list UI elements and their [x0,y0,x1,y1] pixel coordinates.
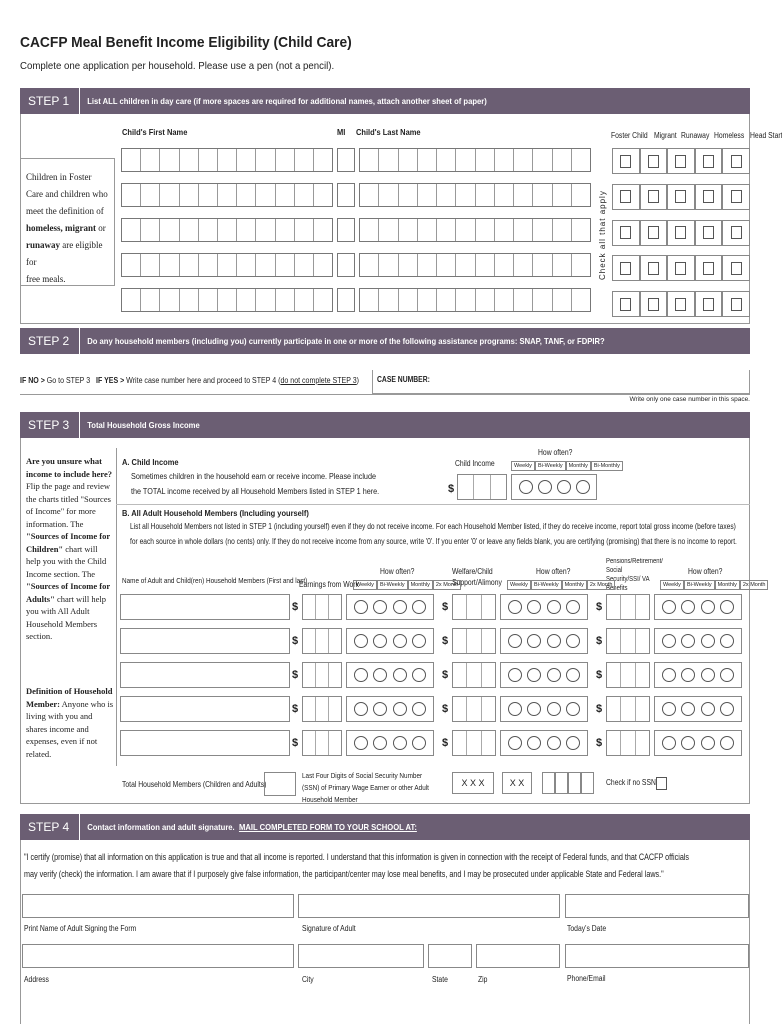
date-input[interactable] [565,894,749,918]
child-freq-headers [511,461,623,471]
mi-field[interactable] [337,183,355,207]
step3-side-note [26,455,114,643]
first-name-header: Child's First Name [122,127,188,137]
headstart-checkbox[interactable] [722,148,750,174]
foster-checkbox[interactable] [612,184,640,210]
radio[interactable] [701,702,715,716]
ssn-masked-2: X X [502,772,532,794]
ssn-last-four[interactable] [542,772,594,794]
if-yes-label: IF YES > [95,376,125,385]
dollar-sign: $ [292,601,299,613]
dollar-sign: $ [442,601,449,613]
dollar-sign: $ [442,669,449,681]
radio[interactable] [720,702,734,716]
earnings-amount[interactable] [302,662,342,688]
adult-name-field[interactable] [120,594,290,620]
radio[interactable] [566,736,580,750]
step3-label: STEP 3 [20,412,80,438]
radio-monthly[interactable] [557,480,571,494]
radio[interactable] [412,736,426,750]
ssn-masked: X X X [452,772,494,794]
radio[interactable] [527,634,541,648]
earnings-freq[interactable] [346,730,434,756]
dollar-sign: $ [292,669,299,681]
radio-biweekly[interactable] [538,480,552,494]
last-name-field[interactable] [359,183,591,207]
first-name-field[interactable] [121,183,333,207]
how-often-label: How often? [536,567,571,576]
note-line: free meals. [26,274,66,284]
adult-name-field[interactable] [120,730,290,756]
ssn-label: Last Four Digits of Social Security Number (SSN) of Primary Wage Earner or other Adult Household Member [302,771,429,804]
case-number-field[interactable] [372,370,750,394]
radio[interactable] [701,634,715,648]
dollar-sign: $ [442,635,449,647]
pension-freq[interactable] [654,662,742,688]
adult-row[interactable] [120,696,750,722]
pension-freq[interactable] [654,730,742,756]
last-name-field[interactable] [359,253,591,277]
welfare-amount[interactable] [452,730,496,756]
pensions-header: Pensions/Retirement/ Social Security/SSI/ VA Benefits [606,558,663,592]
note-text: are eligible for [26,240,103,267]
radio[interactable] [354,634,368,648]
welfare-amount[interactable] [452,628,496,654]
note-line: Care and children who [26,189,108,199]
radio[interactable] [662,600,676,614]
note-line: meet the definition of [26,206,104,216]
radio[interactable] [720,668,734,682]
child-row[interactable] [121,288,591,312]
page-subtitle: Complete one application per household. Please use a pen (not a pencil). [20,60,335,72]
divider [20,394,750,395]
no-ssn-checkbox[interactable] [656,777,667,790]
radio[interactable] [508,736,522,750]
welfare-freq[interactable] [500,628,588,654]
mi-field[interactable] [337,218,355,242]
side-text: Flip the page and review the charts titled "Sources of Income" for more information. The [26,481,111,529]
adult-rows [120,594,750,756]
radio[interactable] [508,702,522,716]
freq-monthly: Monthly [562,580,587,590]
freq-weekly: Weekly [507,580,531,590]
note-bold: homeless, migrant [26,223,96,233]
step4-mail-text: MAIL COMPLETED FORM TO YOUR SCHOOL AT: [239,822,418,832]
radio[interactable] [662,634,676,648]
runaway-checkbox[interactable] [667,148,695,174]
children-grid [121,148,591,312]
radio[interactable] [412,634,426,648]
migrant-checkbox[interactable] [640,255,668,281]
step1-desc: List ALL children in day care (if more spaces are required for additional names, attach another sheet of paper) [87,96,487,106]
side-text: chart will help you with All Adult Household Members section. [26,593,107,641]
last-name-field[interactable] [359,148,591,172]
earnings-amount[interactable] [302,628,342,654]
pension-freq-headers [660,580,768,590]
freq-monthly: Monthly [566,461,591,471]
pension-freq[interactable] [654,696,742,722]
dollar-sign: $ [442,737,449,749]
radio[interactable] [547,600,561,614]
pension-freq[interactable] [654,594,742,620]
note-line: Children in Foster [26,172,92,182]
step1-bar [20,88,750,114]
if-yes-underline: do not complete STEP 3 [280,376,357,385]
welfare-header: Welfare/Child Support/Alimony [452,567,502,587]
homeless-checkbox[interactable] [695,184,723,210]
side-bold: Definition of Household Member: [26,686,113,709]
page-title: CACFP Meal Benefit Income Eligibility (Child Care) [20,34,352,51]
child-row[interactable] [121,253,591,277]
earnings-freq[interactable] [346,696,434,722]
headstart-checkbox[interactable] [722,220,750,246]
radio[interactable] [720,600,734,614]
first-name-field[interactable] [121,148,333,172]
homeless-checkbox[interactable] [695,291,723,317]
radio-weekly[interactable] [519,480,533,494]
address-input[interactable] [22,944,294,968]
child-income-title: A. Child Income [122,457,179,467]
first-name-field[interactable] [121,288,333,312]
earnings-amount[interactable] [302,696,342,722]
child-row[interactable] [121,148,591,172]
adult-name-field[interactable] [120,662,290,688]
city-input[interactable] [298,944,424,968]
header-headstart: Head Start [749,131,782,140]
header-migrant: Migrant [654,131,677,140]
radio[interactable] [547,668,561,682]
total-members-field[interactable] [264,772,296,796]
first-name-field[interactable] [121,253,333,277]
phone-label: Phone/Email [567,974,606,983]
note-text: or [96,223,106,233]
child-income-text2: the TOTAL income received by all Household Members listed in STEP 1 here. [131,486,380,496]
dollar-sign: $ [596,601,603,613]
radio[interactable] [681,668,695,682]
household-definition [26,685,114,760]
how-often-label: How often? [538,448,573,457]
homeless-checkbox[interactable] [695,255,723,281]
certification-line1: "I certify (promise) that all information on this application is true and that all income is reported. I understand that this information is given in connection with the receipt of Federal funds, and that CACFP officials [24,852,690,862]
radio[interactable] [547,736,561,750]
if-yes-text: Write case number here and proceed to STEP 4 ( [124,376,281,385]
migrant-checkbox[interactable] [640,291,668,317]
dollar-sign: $ [596,737,603,749]
freq-weekly: Weekly [511,461,535,471]
welfare-freq-headers [507,580,615,590]
step4-desc [80,822,417,832]
dollar-sign: $ [596,703,603,715]
earnings-freq[interactable] [346,628,434,654]
print-name-input[interactable] [22,894,294,918]
side-text: chart will help you with the Child Income section. The [26,543,107,579]
radio[interactable] [508,600,522,614]
state-input[interactable] [428,944,472,968]
last-name-field[interactable] [359,288,591,312]
freq-weekly: Weekly [353,580,377,590]
runaway-checkbox[interactable] [667,184,695,210]
child-income-amount[interactable] [457,474,507,500]
child-row[interactable] [121,183,591,207]
radio[interactable] [354,736,368,750]
radio[interactable] [393,736,407,750]
state-label: State [432,975,448,984]
zip-label: Zip [478,975,488,984]
divider [116,448,117,766]
signature-label: Signature of Adult [302,924,356,933]
pension-amount[interactable] [606,594,650,620]
radio[interactable] [373,702,387,716]
radio[interactable] [701,600,715,614]
radio[interactable] [412,702,426,716]
pension-amount[interactable] [606,696,650,722]
pension-amount[interactable] [606,730,650,756]
dollar-sign: $ [596,635,603,647]
radio[interactable] [373,668,387,682]
freq-bimonthly: Bi-Monthly [591,461,623,471]
check-headers [611,131,782,140]
freq-monthly: Monthly [715,580,740,590]
signature-input[interactable] [298,894,560,918]
earnings-freq[interactable] [346,662,434,688]
step4-label: STEP 4 [20,814,80,840]
radio[interactable] [662,668,676,682]
first-name-field[interactable] [121,218,333,242]
case-number-label: CASE NUMBER: [377,375,430,384]
adult-income-text2: for each source in whole dollars (no cents) only. If they do not receive income from any source, write '0'. If you enter '0' or leave any fields blank, you are certifying (promising) that there is no income to report. [130,537,737,546]
radio[interactable] [701,736,715,750]
radio[interactable] [662,702,676,716]
radio[interactable] [681,736,695,750]
how-often-label: How often? [688,567,723,576]
child-income-label: Child Income [455,459,495,468]
radio[interactable] [681,600,695,614]
radio[interactable] [527,736,541,750]
homeless-checkbox[interactable] [695,220,723,246]
freq-2xmonth: 2x Month [433,580,462,590]
radio[interactable] [720,736,734,750]
freq-weekly: Weekly [660,580,684,590]
radio[interactable] [547,634,561,648]
divider [116,504,750,505]
radio[interactable] [701,668,715,682]
headstart-checkbox[interactable] [722,255,750,281]
radio[interactable] [720,634,734,648]
earnings-header: Earnings from Work [299,580,359,589]
checkbox-grid [612,148,750,318]
header-foster: Foster Child [611,131,648,140]
header-homeless: Homeless [714,131,745,140]
step2-bar [20,328,750,354]
radio[interactable] [508,634,522,648]
welfare-amount[interactable] [452,594,496,620]
print-name-label: Print Name of Adult Signing the Form [24,924,137,933]
runaway-checkbox[interactable] [667,220,695,246]
radio-bimonthly[interactable] [576,480,590,494]
radio[interactable] [508,668,522,682]
dollar-sign: $ [448,483,455,495]
foster-checkbox[interactable] [612,255,640,281]
dollar-sign: $ [292,635,299,647]
case-note: Write only one case number in this space. [629,396,750,403]
if-no-text: Go to STEP 3 [44,376,91,385]
radio[interactable] [527,668,541,682]
step4-bar [20,814,750,840]
child-income-text1: Sometimes children in the household earn or receive income. Please include [131,471,376,481]
adult-name-field[interactable] [120,628,290,654]
welfare-freq[interactable] [500,594,588,620]
earnings-freq[interactable] [346,594,434,620]
pension-freq[interactable] [654,628,742,654]
step2-desc: Do any household members (including you) currently participate in one or more of the following assistance programs: SNAP, TANF, or FDPIR? [87,336,605,346]
radio[interactable] [354,600,368,614]
radio[interactable] [354,668,368,682]
last-name-field[interactable] [359,218,591,242]
radio[interactable] [681,634,695,648]
radio[interactable] [354,702,368,716]
earnings-amount[interactable] [302,594,342,620]
headstart-checkbox[interactable] [722,184,750,210]
migrant-checkbox[interactable] [640,184,668,210]
adult-income-title: B. All Adult Household Members (Including yourself) [122,508,309,518]
dollar-sign: $ [442,703,449,715]
total-members-label: Total Household Members (Children and Adults) [122,780,267,789]
freq-biweekly: Bi-Weekly [377,580,408,590]
adult-row[interactable] [120,628,750,654]
adult-row[interactable] [120,662,750,688]
city-label: City [302,975,314,984]
earnings-freq-headers [353,580,461,590]
adult-row[interactable] [120,730,750,756]
how-often-label: How often? [380,567,415,576]
address-label: Address [24,975,49,984]
foster-checkbox[interactable] [612,148,640,174]
welfare-amount[interactable] [452,696,496,722]
radio[interactable] [373,634,387,648]
dollar-sign: $ [292,737,299,749]
phone-input[interactable] [565,944,749,968]
runaway-checkbox[interactable] [667,291,695,317]
child-row[interactable] [121,218,591,242]
radio[interactable] [547,702,561,716]
radio[interactable] [412,668,426,682]
step2-options [20,376,359,385]
headstart-checkbox[interactable] [722,291,750,317]
adult-name-field[interactable] [120,696,290,722]
mi-field[interactable] [337,148,355,172]
migrant-checkbox[interactable] [640,220,668,246]
dollar-sign: $ [596,669,603,681]
radio[interactable] [681,702,695,716]
radio[interactable] [566,634,580,648]
adult-income-text1: List all Household Members not listed in STEP 1 (including yourself) even if they do not receive income. For each Household Member listed, if they do receive income, report total gross income (before taxes) [130,522,736,531]
pension-amount[interactable] [606,628,650,654]
mi-header: MI [337,127,346,137]
freq-2xmonth: 2x Month [587,580,616,590]
side-bold: "Sources of Income for Adults" [26,581,110,604]
welfare-amount[interactable] [452,662,496,688]
if-no-label: IF NO > [20,376,45,385]
radio[interactable] [393,600,407,614]
welfare-freq[interactable] [500,730,588,756]
radio[interactable] [527,600,541,614]
mi-field[interactable] [337,288,355,312]
freq-2xmonth: 2x Month [740,580,769,590]
radio[interactable] [527,702,541,716]
radio[interactable] [373,736,387,750]
freq-biweekly: Bi-Weekly [531,580,562,590]
welfare-freq[interactable] [500,696,588,722]
welfare-freq[interactable] [500,662,588,688]
step2-label: STEP 2 [20,328,80,354]
date-label: Today's Date [567,924,607,933]
header-runaway: Runaway [680,131,710,140]
freq-biweekly: Bi-Weekly [684,580,715,590]
radio[interactable] [566,702,580,716]
step3-desc: Total Household Gross Income [87,420,200,430]
no-ssn-label: Check if no SSN [606,778,656,787]
zip-input[interactable] [476,944,560,968]
step4-desc-text: Contact information and adult signature. [87,822,235,832]
freq-biweekly: Bi-Weekly [535,461,566,471]
radio[interactable] [373,600,387,614]
radio[interactable] [566,600,580,614]
earnings-amount[interactable] [302,730,342,756]
radio[interactable] [566,668,580,682]
name-col-header: Name of Adult and Child(ren) Household Members (First and last) [122,576,308,585]
mi-field[interactable] [337,253,355,277]
radio[interactable] [393,634,407,648]
step1-note [20,158,115,286]
side-bold: Are you unsure what income to include here? [26,456,113,479]
homeless-checkbox[interactable] [695,148,723,174]
radio[interactable] [393,668,407,682]
last-name-header: Child's Last Name [356,127,421,137]
step1-label: STEP 1 [20,88,80,114]
step3-bar [20,412,750,438]
foster-checkbox[interactable] [612,220,640,246]
check-all-label: Check all that apply [598,190,607,280]
radio[interactable] [662,736,676,750]
note-bold: runaway [26,240,61,250]
side-text: Anyone who is living with you and shares income and expenses, even if not related. [26,698,114,759]
runaway-checkbox[interactable] [667,255,695,281]
adult-row[interactable] [120,594,750,620]
radio[interactable] [412,600,426,614]
freq-monthly: Monthly [408,580,433,590]
pension-amount[interactable] [606,662,650,688]
migrant-checkbox[interactable] [640,148,668,174]
side-bold: "Sources of Income for Children" [26,531,110,554]
certification-line2: may verify (check) the information. I am aware that if I purposely give false information, the participant/center may lose meal benefits, and I may be prosecuted under applicable State and Federal laws." [24,869,664,879]
if-yes-end: ) [356,376,360,385]
child-freq-options[interactable] [511,474,597,500]
dollar-sign: $ [292,703,299,715]
radio[interactable] [393,702,407,716]
foster-checkbox[interactable] [612,291,640,317]
